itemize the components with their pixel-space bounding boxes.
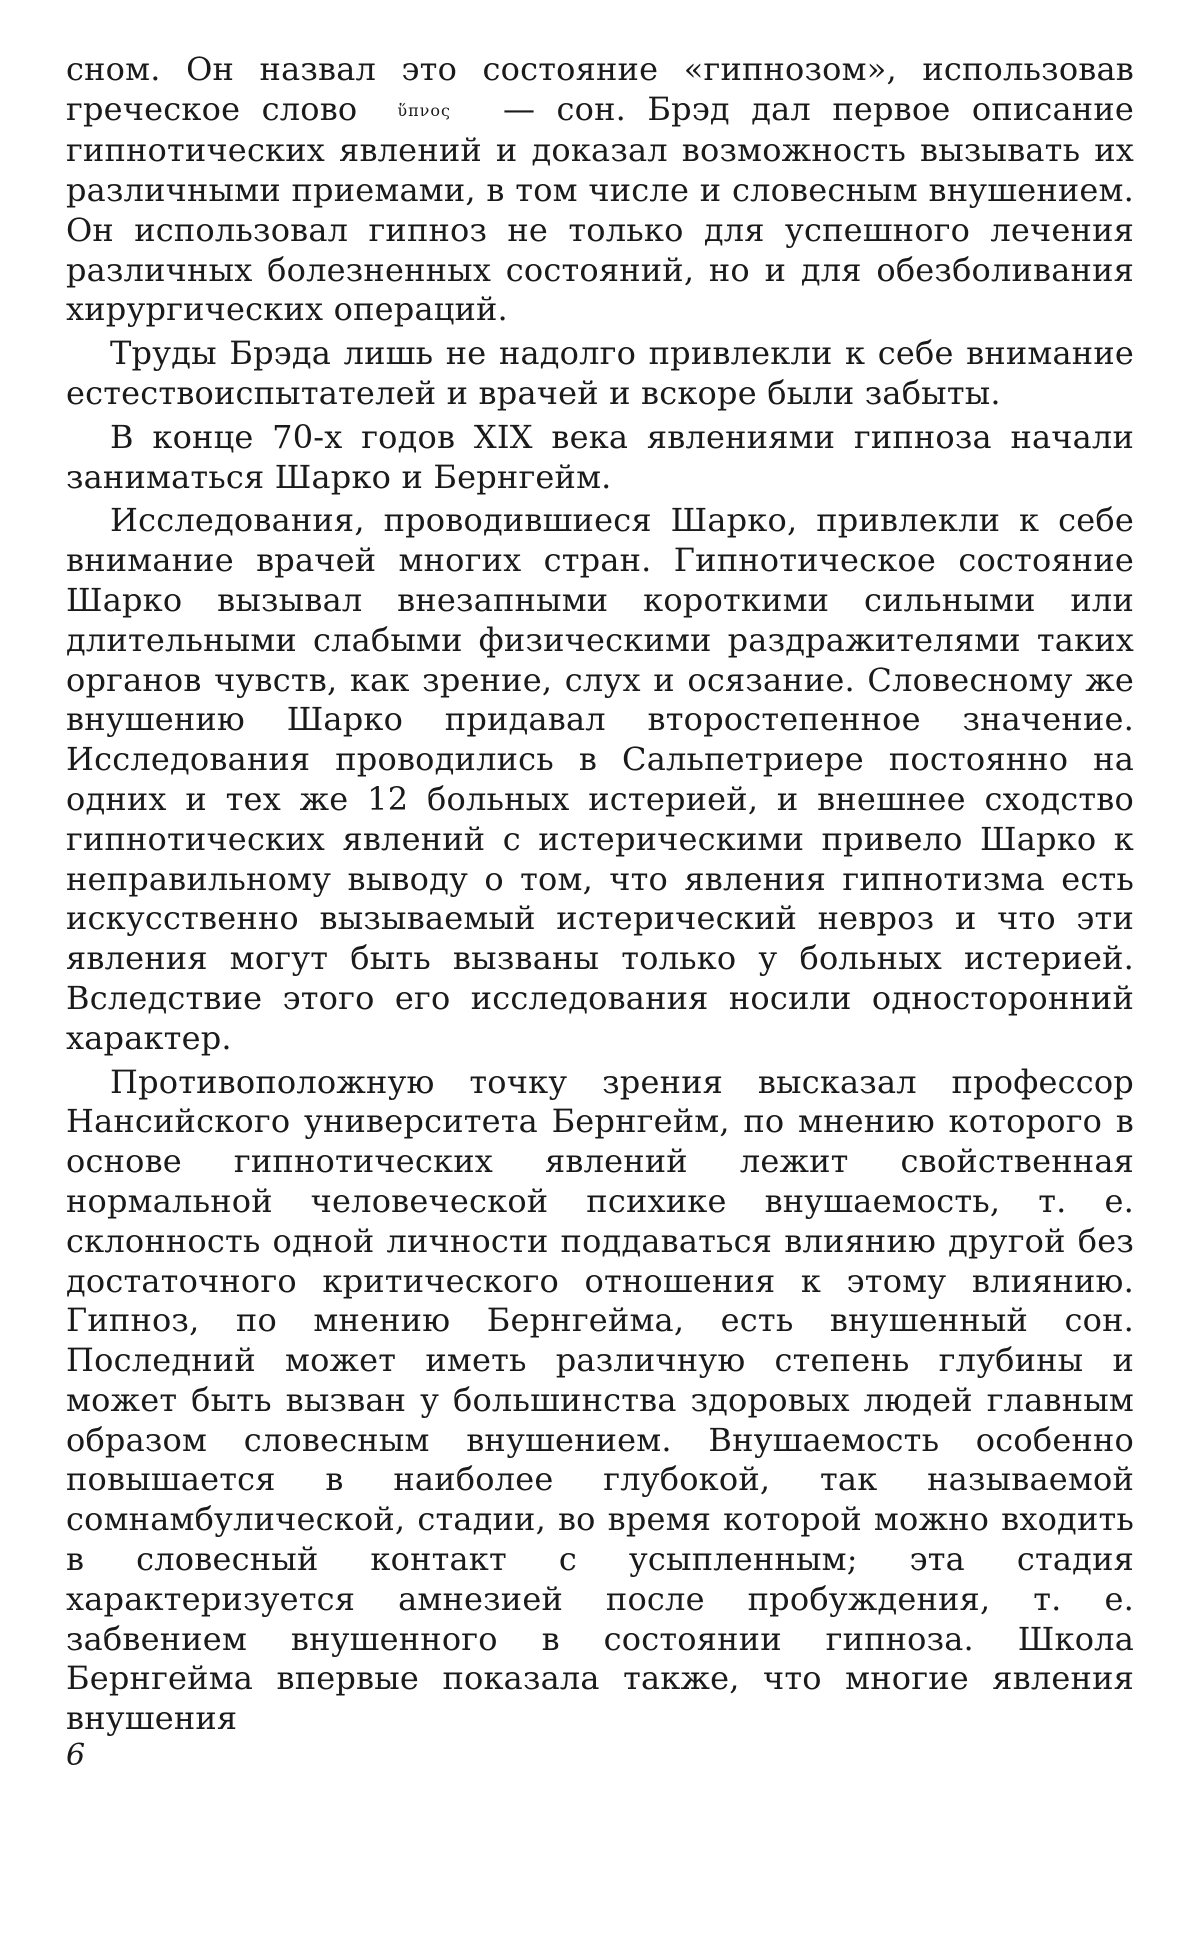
paragraph-2: Труды Брэда лишь не надолго привлекли к себе внимание естествоиспытателей и врачей и вскоре были забыты. [66,334,1134,412]
page-number: 6 [66,1738,86,1773]
greek-word: ὕπνος [397,101,451,121]
body-text [66,50,1134,1739]
paragraph-1 [66,50,1134,330]
paragraph-3: В конце 70-х годов XIX века явлениями гипноза начали заниматься Шарко и Бернгейм. [66,417,1134,496]
paragraph-5: Противоположную точку зрения высказал профессор Нансийского университета Бернгейм, по мнению которого в основе гипнотических явлений лежит свойственная нормальной человеческой психике внушаемость, т. е. склонность одной личности поддаваться влиянию другой без достаточного критического отношения к этому влиянию. Гипноз, по мнению Бернгейма, есть внушенный сон. Последний может иметь различную степень глубины и может быть вызван у большинства здоровых людей главным образом словесным внушением. Внушаемость особенно повышается в наиболее глубокой, так называемой сомнамбулической, стадии, во время которой можно входить в словесный контакт с усыпленным; эта стадия характеризуется амнезией после пробуждения, т. е. забвением внушенного в состоянии гипноза. Школа Бернгейма впервые показала также, что многие явления внушения [66,1062,1134,1738]
paragraph-4: Исследования, проводившиеся Шарко, привлекли к себе внимание врачей многих стран. Гипнотическое состояние Шарко вызывал внезапными короткими сильными или длительными слабыми физическими раздражителями таких органов чувств, как зрение, слух и осязание. Словесному же внушению Шарко придавал второстепенное значение. Исследования проводились в Сальпетриере постоянно на одних и тех же 12 больных истерией, и внешнее сходство гипнотических явлений с истерическими привело Шарко к неправильному выводу о том, что явления гипнотизма есть искусственно вызываемый истерический невроз и что эти явления могут быть вызваны только у больных истерией. Вследствие этого его исследования носили односторонний характер. [66,501,1134,1057]
paragraph-1-end: — сон. Брэд дал первое описание гипнотических явлений и доказал возможность вызывать их различными приемами, в том числе и словесным внушением. Он использовал гипноз не только для успешного лечения различных болезненных состояний, но и для обезболивания хирургических операций. [66,89,1134,329]
paragraph-1-start: сном. Он назвал это состояние «гипнозом», использовав греческое слово [66,50,1134,128]
